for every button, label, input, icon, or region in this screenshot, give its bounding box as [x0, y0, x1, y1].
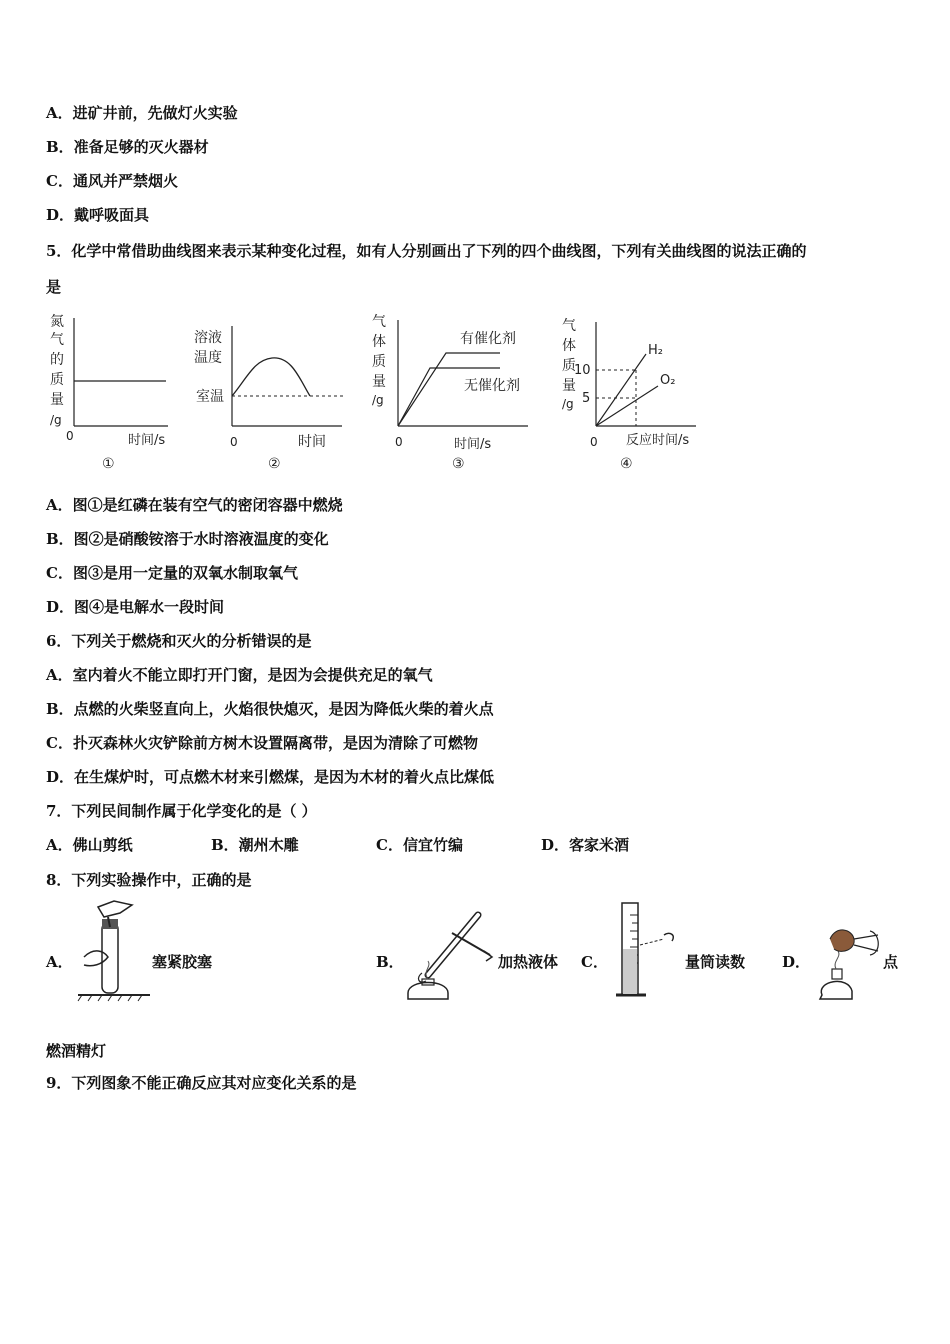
q5-option-d: D．图④是电解水一段时间 [46, 598, 225, 616]
graph-4-xlabel: 反应时间/s [626, 433, 690, 448]
graph-3-ylabel-char: 气 [372, 314, 386, 330]
q6-option-d: D．在生煤炉时，可点燃木材来引燃煤，是因为木材的着火点比煤低 [46, 768, 495, 786]
graph-4-series-label: H₂ [648, 343, 663, 358]
q4-option-a: A．进矿井前，先做灯火实验 [46, 104, 238, 122]
q5-stem-line1: 5．化学中常借助曲线图来表示某种变化过程，如有人分别画出了下列的四个曲线图，下列有关曲线图的说法正确的 [46, 242, 807, 260]
graph-3-series-label: 无催化剂 [464, 378, 520, 394]
graph-4-series-label: O₂ [660, 373, 676, 388]
q4-option-c: C．通风并严禁烟火 [46, 172, 178, 190]
q6-option-c: C．扑灭森林火灾铲除前方树木设置隔离带，是因为清除了可燃物 [46, 734, 478, 752]
q7-stem: 7．下列民间制作属于化学变化的是（ ） [46, 802, 317, 820]
q4-option-d: D．戴呼吸面具 [46, 206, 150, 224]
graph-4-ylabel-char: 量 [562, 378, 576, 394]
graph-2-ref-label: 室温 [196, 389, 224, 405]
graph-4-caption: ④ [620, 456, 633, 472]
q8-label-c: 量筒读数 [685, 953, 746, 971]
graph-4-ylabel-char: 体 [562, 338, 576, 354]
graph-4 [558, 308, 708, 477]
q4-option-b: B．准备足够的灭火器材 [46, 138, 209, 156]
q8-stem: 8．下列实验操作中，正确的是 [46, 871, 252, 889]
graph-4-ylabel-char: 质 [562, 358, 576, 374]
graph-2 [192, 308, 352, 477]
graph-2-ylabel-line: 溶液 [194, 330, 222, 346]
graph-1-ylabel-unit: /g [50, 413, 62, 427]
graph-1-ylabel-char: 质 [50, 372, 64, 388]
q5-option-a: A．图①是红磷在装有空气的密闭容器中燃烧 [46, 496, 343, 514]
graph-4-curve-o2 [596, 386, 658, 426]
graph-1-ylabel-char: 氮 [50, 314, 64, 330]
q8-figure-d-alcohol-lamp [808, 895, 884, 1005]
graph-3-xlabel: 时间/s [454, 437, 492, 452]
q8-letter-a: A． [46, 953, 73, 971]
graph-1-ylabel-char: 气 [50, 332, 64, 348]
graph-3-ylabel-char: 量 [372, 374, 386, 390]
q8-letter-b: B． [376, 953, 404, 971]
graph-2-xlabel: 时间 [298, 434, 326, 450]
graph-4-ylabel-unit: /g [562, 397, 574, 411]
graph-3-origin: 0 [395, 435, 403, 449]
graph-2-origin: 0 [230, 435, 238, 449]
q7-option-c: C．信宜竹编 [376, 836, 463, 854]
graph-4-ylabel-char: 气 [562, 318, 576, 334]
q8-figure-a-stopper [74, 895, 154, 1005]
graph-3-ylabel-unit: /g [372, 393, 384, 407]
q5-option-b: B．图②是硝酸铵溶于水时溶液温度的变化 [46, 530, 329, 548]
graph-3-ylabel-char: 质 [372, 354, 386, 370]
graph-1 [44, 308, 184, 477]
graph-1-ylabel-char: 的 [50, 352, 64, 368]
q8-letter-c: C． [581, 953, 608, 971]
q8-figure-c-cylinder [610, 895, 680, 1005]
q8-figure-b-heating [398, 895, 498, 1005]
graph-2-curve [232, 358, 310, 396]
q8-label-continuation: 燃酒精灯 [46, 1042, 107, 1060]
q8-letter-d: D． [782, 953, 811, 971]
q6-stem: 6．下列关于燃烧和灭火的分析错误的是 [46, 632, 312, 650]
graph-3-curve-without-catalyst [398, 368, 500, 426]
q6-option-b: B．点燃的火柴竖直向上，火焰很快熄灭，是因为降低火柴的着火点 [46, 700, 494, 718]
graph-4-origin: 0 [590, 435, 598, 449]
graph-1-caption: ① [102, 456, 115, 472]
graph-4-curve-h2 [596, 354, 646, 426]
q8-label-b: 加热液体 [498, 953, 559, 971]
q7-option-a: A．佛山剪纸 [46, 836, 133, 854]
graph-1-xlabel: 时间/s [128, 433, 166, 448]
q6-option-a: A．室内着火不能立即打开门窗，是因为会提供充足的氧气 [46, 666, 433, 684]
graph-3-ylabel-char: 体 [372, 334, 386, 350]
graph-1-origin: 0 [66, 429, 74, 443]
graph-4-tick-5: 5 [582, 391, 591, 406]
q5-stem-line2: 是 [46, 278, 62, 296]
graph-3 [368, 308, 543, 477]
q7-option-d: D．客家米酒 [541, 836, 630, 854]
q8-label-a: 塞紧胶塞 [152, 953, 213, 971]
q9-stem: 9．下列图象不能正确反应其对应变化关系的是 [46, 1074, 357, 1092]
graph-2-caption: ② [268, 456, 281, 472]
graph-1-ylabel-char: 量 [50, 392, 64, 408]
graph-4-tick-10: 10 [574, 363, 591, 378]
graph-3-caption: ③ [452, 456, 465, 472]
q5-option-c: C．图③是用一定量的双氧水制取氧气 [46, 564, 298, 582]
graph-3-series-label: 有催化剂 [460, 331, 516, 347]
q7-option-b: B．潮州木雕 [211, 836, 299, 854]
graph-2-ylabel-line: 温度 [194, 350, 222, 366]
q8-label-d: 点 [883, 953, 899, 971]
